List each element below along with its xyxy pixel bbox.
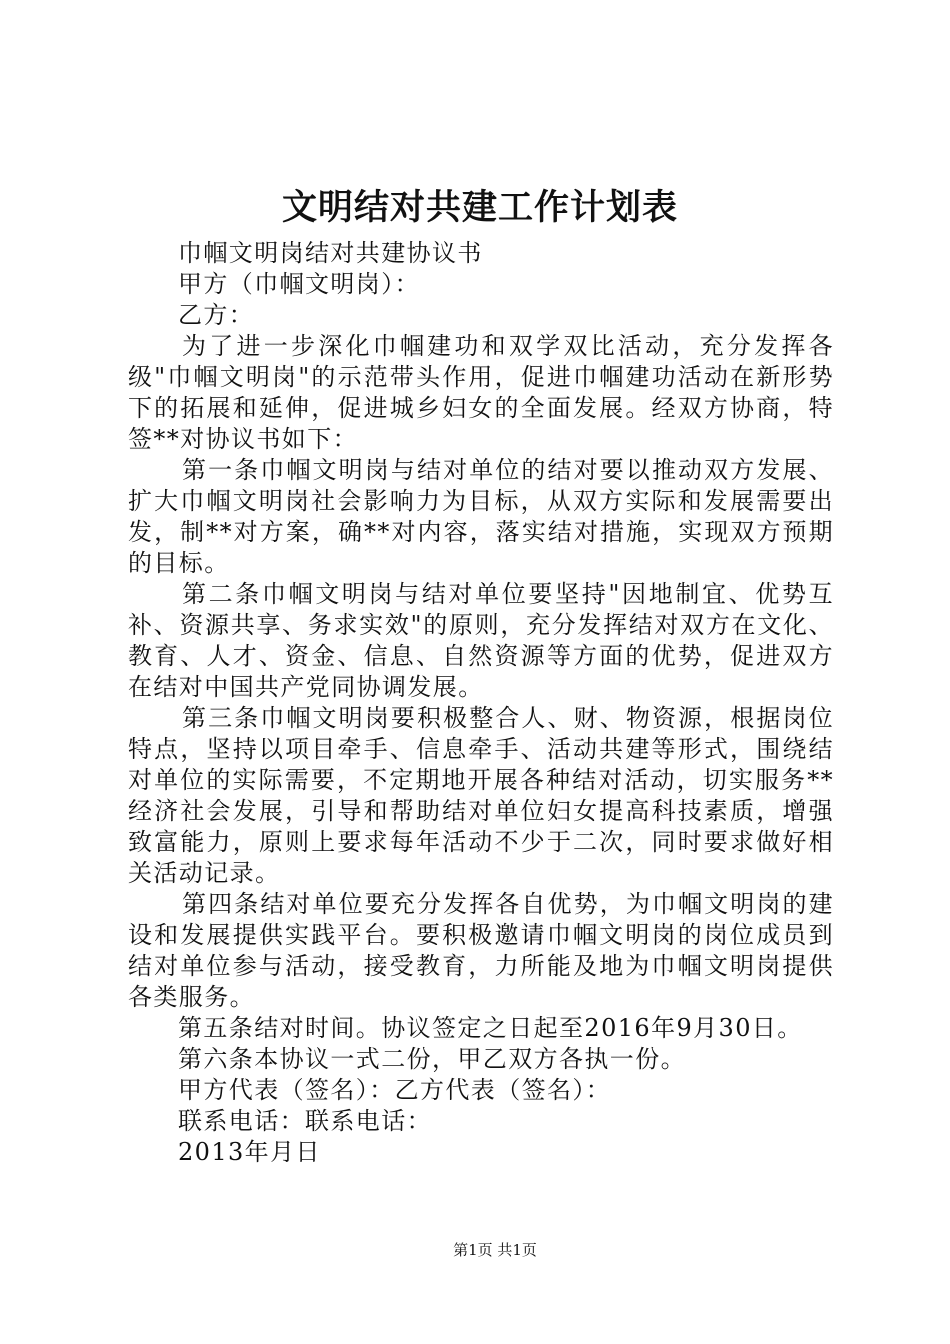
page-footer: 第1页 共1页: [453, 1241, 537, 1259]
agreement-heading: 巾帼文明岗结对共建协议书: [178, 239, 483, 267]
article-3-paragraph: 第三条巾帼文明岗要积极整合人、财、物资源，根据岗位特点，坚持以项目牵手、信息牵手、活动共建等形式，围绕结对单位的实际需要，不定期地开展各种结对活动，切实服务**经济社会发展，引导和帮助结对单位妇女提高科技素质，增强致富能力，原则上要求每年活动不少于二次，同时要求做好相关活动记录。: [128, 704, 834, 887]
article-6-line: 第六条本协议一式二份，甲乙双方各执一份。: [178, 1045, 686, 1073]
article-2-paragraph: 第二条巾帼文明岗与结对单位要坚持"因地制宜、优势互补、资源共享、务求实效"的原则，充分发挥结对双方在文化、教育、人才、资金、信息、自然资源等方面的优势，促进双方在结对中国共产党同协调发展。: [128, 580, 834, 701]
intro-paragraph: 为了进一步深化巾帼建功和双学双比活动，充分发挥各级"巾帼文明岗"的示范带头作用，促进巾帼建功活动在新形势下的拓展和延伸，促进城乡妇女的全面发展。经双方协商，特签**对协议书如下：: [128, 332, 834, 453]
document-title: 文明结对共建工作计划表: [281, 187, 678, 228]
date-line: 2013年月日: [178, 1138, 321, 1166]
article-4-paragraph: 第四条结对单位要充分发挥各自优势，为巾帼文明岗的建设和发展提供实践平台。要积极邀请巾帼文明岗的岗位成员到结对单位参与活动，接受教育，力所能及地为巾帼文明岗提供各类服务。: [128, 890, 834, 1011]
article-5-line: 第五条结对时间。协议签定之日起至2016年9月30日。: [178, 1014, 803, 1042]
contacts-line: 联系电话：联系电话：: [178, 1107, 432, 1135]
article-1-paragraph: 第一条巾帼文明岗与结对单位的结对要以推动双方发展、扩大巾帼文明岗社会影响力为目标，从双方实际和发展需要出发，制**对方案，确**对内容，落实结对措施，实现双方预期的目标。: [128, 456, 834, 577]
party-b-line: 乙方：: [178, 301, 255, 329]
document-body: [128, 238, 834, 1168]
party-a-line: 甲方（巾帼文明岗）：: [178, 270, 420, 298]
signatures-line: 甲方代表（签名）：乙方代表（签名）：: [178, 1076, 612, 1104]
